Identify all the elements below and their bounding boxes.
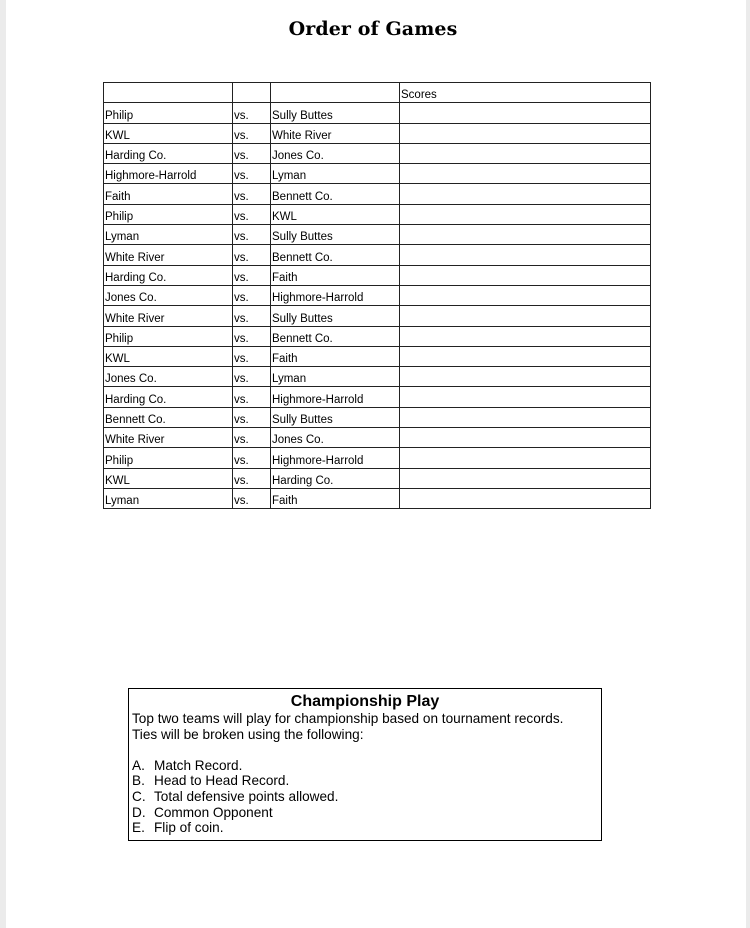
- team-away-cell: Faith: [271, 488, 400, 508]
- games-table: [103, 82, 651, 509]
- tiebreak-letter: B.: [132, 773, 145, 789]
- score-cell: [400, 387, 651, 407]
- tiebreak-text: Match Record.: [154, 757, 243, 773]
- team-home-cell: Highmore-Harrold: [104, 164, 233, 184]
- tiebreak-letter: E.: [132, 820, 145, 836]
- versus-cell: vs.: [233, 306, 271, 326]
- score-cell: [400, 488, 651, 508]
- table-row: [104, 225, 651, 245]
- team-home-cell: Philip: [104, 103, 233, 123]
- team-away-cell: Highmore-Harrold: [271, 387, 400, 407]
- versus-cell: vs.: [233, 245, 271, 265]
- team-away-cell: Sully Buttes: [271, 225, 400, 245]
- championship-title: Championship Play: [290, 693, 440, 710]
- table-row: [104, 123, 651, 143]
- team-home-cell: Lyman: [104, 488, 233, 508]
- table-row: [104, 164, 651, 184]
- score-cell: [400, 285, 651, 305]
- page-title: Order of Games: [288, 18, 458, 40]
- table-row: [104, 407, 651, 427]
- score-cell: [400, 184, 651, 204]
- tiebreak-letter: A.: [132, 757, 145, 773]
- header-cell: [271, 83, 400, 103]
- tiebreak-text: Head to Head Record.: [154, 773, 290, 789]
- score-cell: [400, 204, 651, 224]
- versus-cell: vs.: [233, 285, 271, 305]
- team-away-cell: Sully Buttes: [271, 306, 400, 326]
- tiebreak-item: [132, 789, 598, 805]
- team-home-cell: Philip: [104, 326, 233, 346]
- versus-cell: vs.: [233, 265, 271, 285]
- versus-cell: vs.: [233, 428, 271, 448]
- team-away-cell: Lyman: [271, 164, 400, 184]
- team-away-cell: Bennett Co.: [271, 326, 400, 346]
- header-cell: [104, 83, 233, 103]
- team-home-cell: KWL: [104, 346, 233, 366]
- versus-cell: vs.: [233, 407, 271, 427]
- team-home-cell: White River: [104, 245, 233, 265]
- scores-header: Scores: [400, 83, 651, 103]
- table-row: [104, 285, 651, 305]
- versus-cell: vs.: [233, 103, 271, 123]
- games-table-body: [104, 83, 651, 509]
- tiebreak-item: [132, 805, 598, 821]
- score-cell: [400, 164, 651, 184]
- table-row: [104, 488, 651, 508]
- team-away-cell: Sully Buttes: [271, 407, 400, 427]
- table-row: [104, 306, 651, 326]
- tiebreak-text: Total defensive points allowed.: [154, 788, 339, 804]
- tiebreak-item: [132, 820, 598, 836]
- team-away-cell: Highmore-Harrold: [271, 285, 400, 305]
- score-cell: [400, 468, 651, 488]
- versus-cell: vs.: [233, 143, 271, 163]
- team-away-cell: Bennett Co.: [271, 245, 400, 265]
- team-away-cell: Jones Co.: [271, 143, 400, 163]
- score-cell: [400, 245, 651, 265]
- team-home-cell: Harding Co.: [104, 265, 233, 285]
- team-away-cell: Highmore-Harrold: [271, 448, 400, 468]
- score-cell: [400, 326, 651, 346]
- versus-cell: vs.: [233, 387, 271, 407]
- versus-cell: vs.: [233, 448, 271, 468]
- team-away-cell: Sully Buttes: [271, 103, 400, 123]
- versus-cell: vs.: [233, 367, 271, 387]
- team-home-cell: White River: [104, 428, 233, 448]
- team-home-cell: KWL: [104, 123, 233, 143]
- team-away-cell: Jones Co.: [271, 428, 400, 448]
- versus-cell: vs.: [233, 468, 271, 488]
- team-away-cell: Faith: [271, 265, 400, 285]
- team-away-cell: KWL: [271, 204, 400, 224]
- team-home-cell: Harding Co.: [104, 143, 233, 163]
- table-row: [104, 346, 651, 366]
- tiebreak-text: Common Opponent: [154, 804, 273, 820]
- table-row: [104, 468, 651, 488]
- score-cell: [400, 123, 651, 143]
- table-row: [104, 204, 651, 224]
- team-away-cell: White River: [271, 123, 400, 143]
- tiebreak-item: [132, 758, 598, 774]
- versus-cell: vs.: [233, 123, 271, 143]
- team-away-cell: Bennett Co.: [271, 184, 400, 204]
- versus-cell: vs.: [233, 164, 271, 184]
- versus-cell: vs.: [233, 326, 271, 346]
- table-row: [104, 326, 651, 346]
- team-away-cell: Faith: [271, 346, 400, 366]
- versus-cell: vs.: [233, 225, 271, 245]
- table-row: [104, 265, 651, 285]
- document-page: [6, 0, 746, 928]
- team-home-cell: White River: [104, 306, 233, 326]
- team-home-cell: Philip: [104, 448, 233, 468]
- team-home-cell: Philip: [104, 204, 233, 224]
- versus-cell: vs.: [233, 488, 271, 508]
- table-row: [104, 184, 651, 204]
- tiebreak-letter: D.: [132, 804, 146, 820]
- table-header-row: [104, 83, 651, 103]
- table-row: [104, 367, 651, 387]
- table-row: [104, 387, 651, 407]
- score-cell: [400, 225, 651, 245]
- team-home-cell: KWL: [104, 468, 233, 488]
- tiebreak-item: [132, 773, 598, 789]
- tiebreak-list: [132, 758, 598, 836]
- table-row: [104, 143, 651, 163]
- score-cell: [400, 143, 651, 163]
- championship-text-line: Ties will be broken using the following:: [132, 726, 364, 742]
- score-cell: [400, 448, 651, 468]
- championship-text-line: Top two teams will play for championship based on tournament records.: [132, 711, 564, 726]
- versus-cell: vs.: [233, 204, 271, 224]
- team-home-cell: Harding Co.: [104, 387, 233, 407]
- team-home-cell: Bennett Co.: [104, 407, 233, 427]
- score-cell: [400, 407, 651, 427]
- team-away-cell: Harding Co.: [271, 468, 400, 488]
- team-home-cell: Faith: [104, 184, 233, 204]
- team-home-cell: Lyman: [104, 225, 233, 245]
- score-cell: [400, 346, 651, 366]
- championship-box: [128, 688, 602, 841]
- versus-cell: vs.: [233, 346, 271, 366]
- table-row: [104, 428, 651, 448]
- team-away-cell: Lyman: [271, 367, 400, 387]
- table-row: [104, 448, 651, 468]
- score-cell: [400, 265, 651, 285]
- score-cell: [400, 367, 651, 387]
- versus-cell: vs.: [233, 184, 271, 204]
- team-home-cell: Jones Co.: [104, 285, 233, 305]
- score-cell: [400, 103, 651, 123]
- score-cell: [400, 306, 651, 326]
- table-row: [104, 103, 651, 123]
- score-cell: [400, 428, 651, 448]
- tiebreak-letter: C.: [132, 788, 146, 804]
- team-home-cell: Jones Co.: [104, 367, 233, 387]
- spacer: [132, 742, 598, 758]
- header-cell: [233, 83, 271, 103]
- tiebreak-text: Flip of coin.: [154, 820, 224, 836]
- table-row: [104, 245, 651, 265]
